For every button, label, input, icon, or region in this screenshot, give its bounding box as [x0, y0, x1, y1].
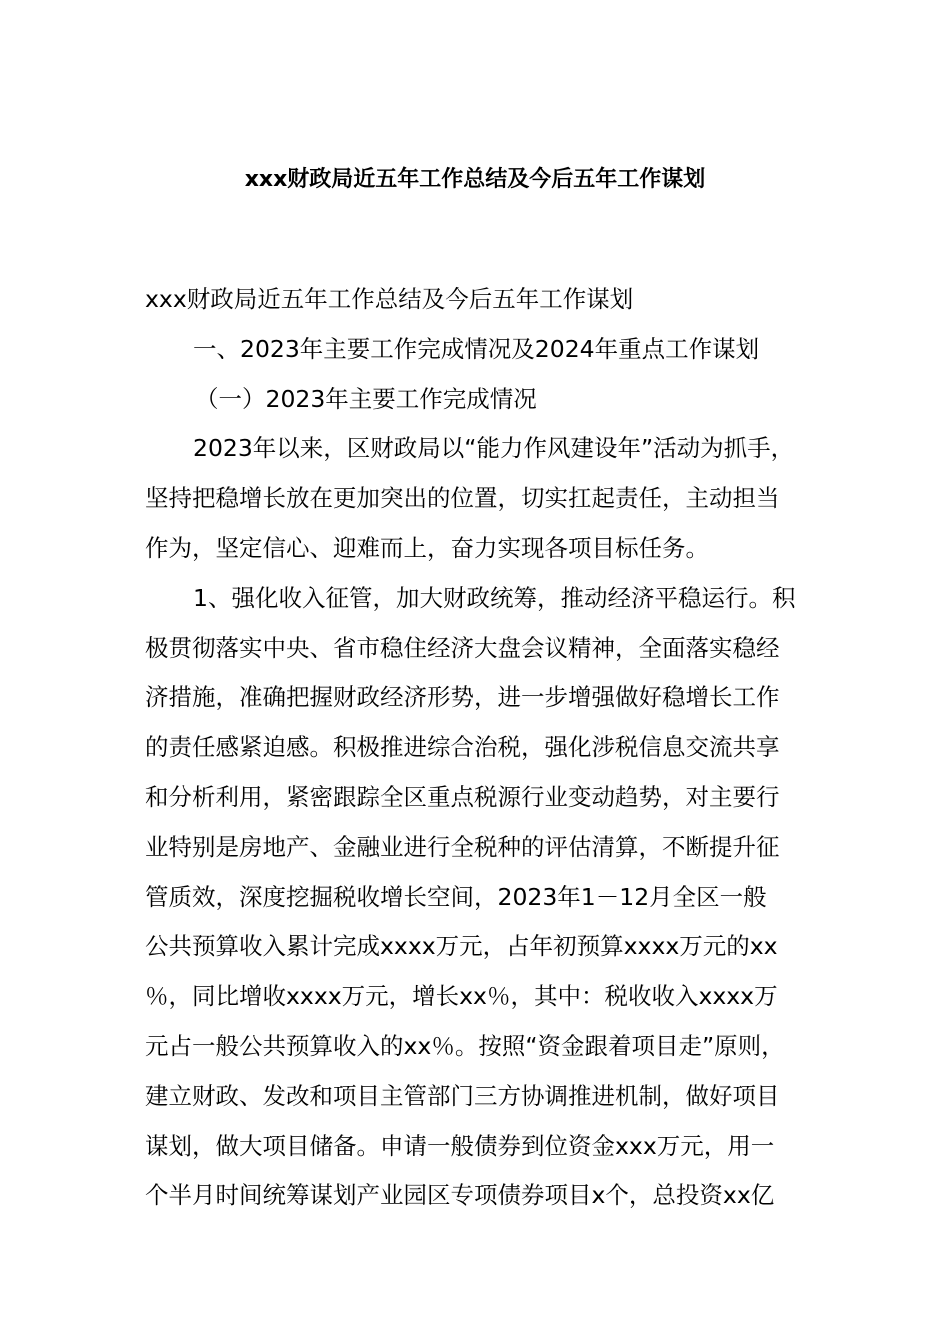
paragraph-line: 1、强化收入征管，加大财政统筹，推动经济平稳运行。积	[193, 583, 796, 612]
paragraph-line: 2023年以来，区财政局以“能力作风建设年”活动为抓手，	[193, 434, 795, 463]
document-title: xxx财政局近五年工作总结及今后五年工作谋划	[244, 167, 706, 192]
paragraph-line: 作为，坚定信心、迎难而上，奋力实现各项目标任务。	[145, 533, 709, 562]
paragraph-line: 业特别是房地产、金融业进行全税种的评估清算，不断提升征	[145, 832, 780, 861]
paragraph-line: 管质效，深度挖掘税收增长空间，2023年1－12月全区一般	[145, 882, 767, 911]
paragraph-line: 极贯彻落实中央、省市稳住经济大盘会议精神，全面落实稳经	[145, 633, 780, 662]
paragraph-line: ％，同比增收xxxx万元，增长xx％，其中：税收收入xxxx万	[145, 982, 778, 1011]
subsection-heading: （一）2023年主要工作完成情况	[195, 384, 537, 413]
paragraph-line: 济措施，准确把握财政经济形势，进一步增强做好稳增长工作	[145, 683, 780, 712]
section-heading: 一、2023年主要工作完成情况及2024年重点工作谋划	[193, 334, 760, 363]
body-heading-line: xxx财政局近五年工作总结及今后五年工作谋划	[145, 285, 634, 313]
paragraph-line: 的责任感紧迫感。积极推进综合治税，强化涉税信息交流共享	[145, 733, 780, 762]
paragraph-line: 公共预算收入累计完成xxxx万元，占年初预算xxxx万元的xx	[145, 932, 778, 961]
paragraph-line: 坚持把稳增长放在更加突出的位置，切实扛起责任，主动担当	[145, 484, 780, 513]
paragraph-line: 谋划，做大项目储备。申请一般债券到位资金xxx万元，用一	[145, 1131, 775, 1160]
paragraph-line: 建立财政、发改和项目主管部门三方协调推进机制，做好项目	[145, 1081, 780, 1110]
paragraph-line: 元占一般公共预算收入的xx％。按照“资金跟着项目走”原则，	[145, 1031, 785, 1060]
paragraph-line: 和分析利用，紧密跟踪全区重点税源行业变动趋势，对主要行	[145, 782, 780, 811]
paragraph-line: 个半月时间统筹谋划产业园区专项债券项目x个，总投资xx亿	[145, 1181, 775, 1210]
document-body	[145, 275, 810, 1221]
